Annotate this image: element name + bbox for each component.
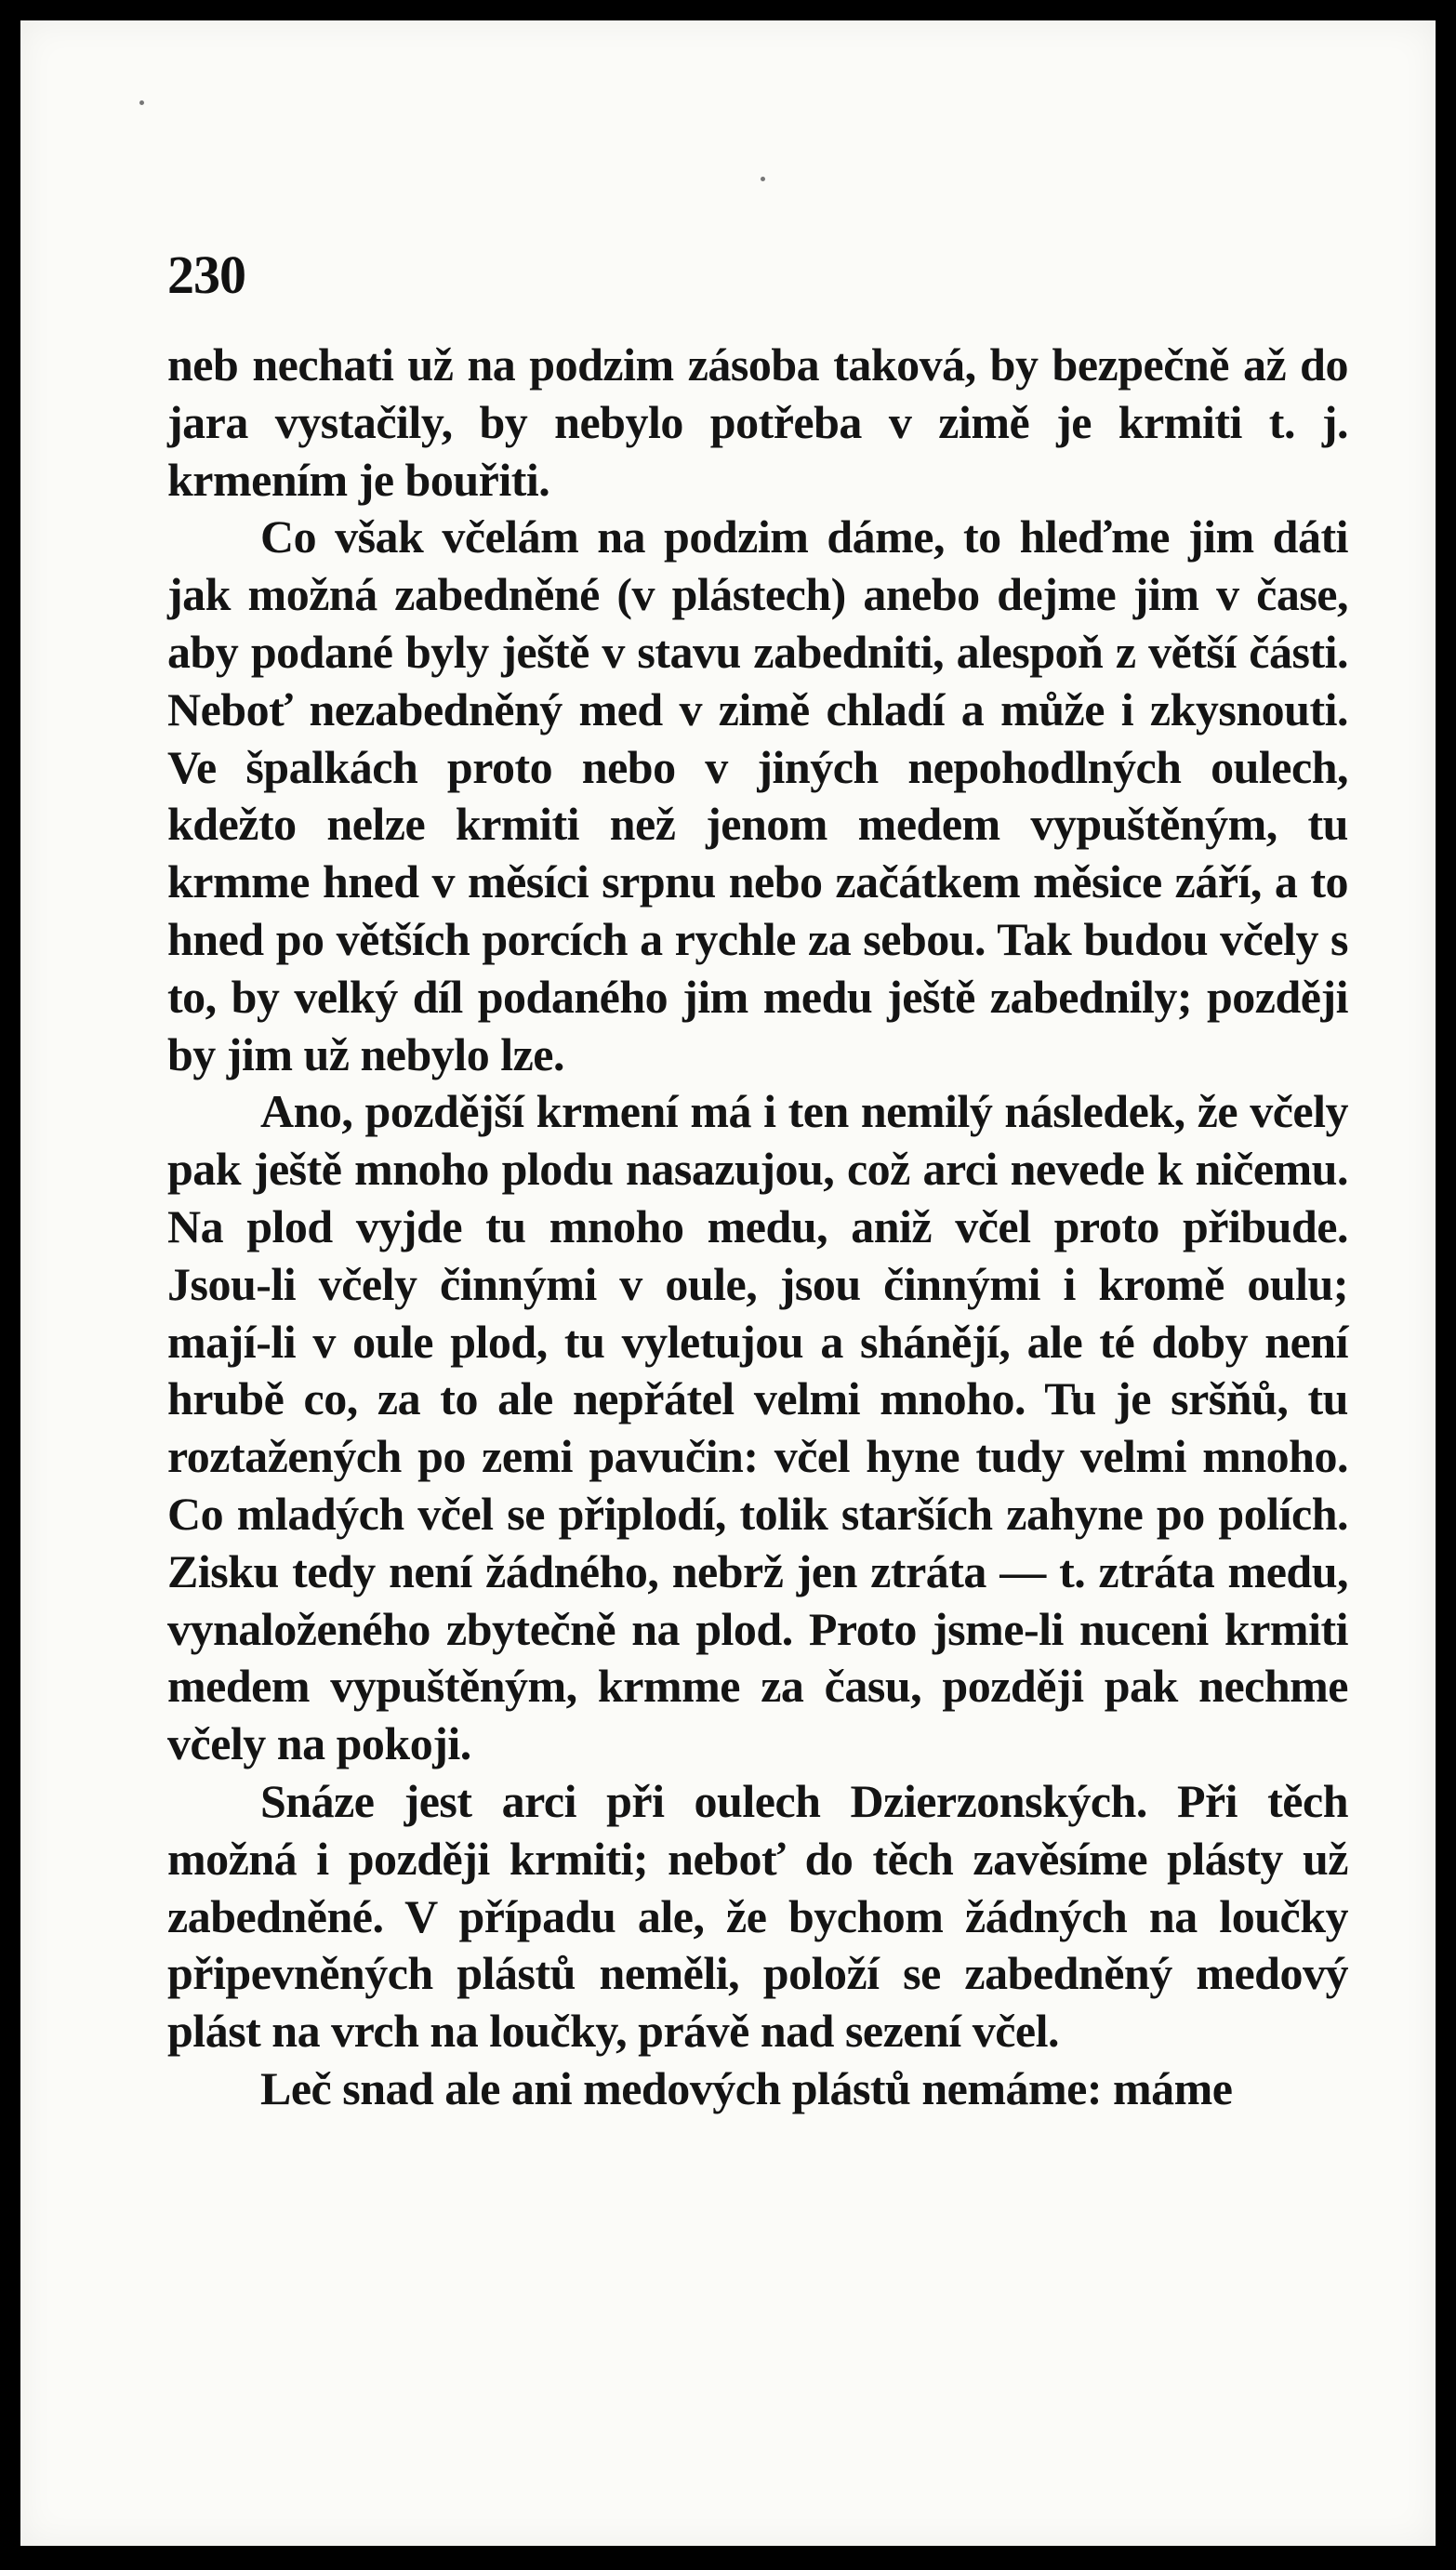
paragraph-5: Leč snad ale ani medových plástů nemáme: máme xyxy=(260,2061,1233,2114)
paragraph-2: Co však včelám na podzim dáme, to hleďme jim dáti jak možná zabedněné (v plástech) anebo dejme jim v čase, aby podané byly ještě v stavu zabedniti, alespoň z větší části. Neboť nezabedněný med v zimě chladí a může i zkysnouti. Ve špalkách proto nebo v jiných nepohodlných oulech, kdežto nelze krmiti než jenom medem vypuštěným, tu krmme hned v měsíci srpnu nebo začátkem měsice září, a to hned po větších porcích a rychle za sebou. Tak budou včely s to, by velký díl podaného jim medu ještě zabednily; později by jim už nebylo lze. xyxy=(167,510,1348,1080)
paper-fleck xyxy=(139,100,144,105)
paragraph-3: Ano, pozdější krmení má i ten nemilý následek, že včely pak ještě mnoho plodu nasazujou, což arci nevede k ničemu. Na plod vyjde tu mnoho medu, aniž včel proto přibude. Jsou-li včely činnými v oule, jsou činnými i kromě oulu; mají-li v oule plod, tu vyletujou a shánějí, ale té doby není hrubě co, za to ale nepřátel velmi mnoho. Tu je sršňů, tu roztažených po zemi pavučin: včel hyne tudy velmi mnoho. Co mladých včel se připlodí, tolik starších zahyne po polích. Zisku tedy není žádného, nebrž jen ztráta — t. ztráta medu, vynaloženého zbytečně na plod. Proto jsme-li nuceni krmiti medem vypuštěným, krmme za času, později pak nechme včely na pokoji. xyxy=(167,1085,1348,1770)
book-page xyxy=(20,20,1436,2546)
paragraph-4: Snáze jest arci při oulech Dzierzonských. Při těch možná i později krmiti; neboť do těch zavěsíme plásty už zabedněné. V případu ale, že bychom žádných na loučky připevněných plástů neměli, položí se zabedněný medový plást na vrch na loučky, právě nad sezení včel. xyxy=(167,1774,1348,2058)
page-number: 230 xyxy=(167,245,245,305)
body-text xyxy=(167,337,1348,2118)
paragraph-1: neb nechati už na podzim zásoba taková, by bezpečně až do jara vystačily, by nebylo potřeba v zimě je krmiti t. j. krmením je bouřiti. xyxy=(167,338,1348,506)
paper-fleck xyxy=(761,177,765,181)
